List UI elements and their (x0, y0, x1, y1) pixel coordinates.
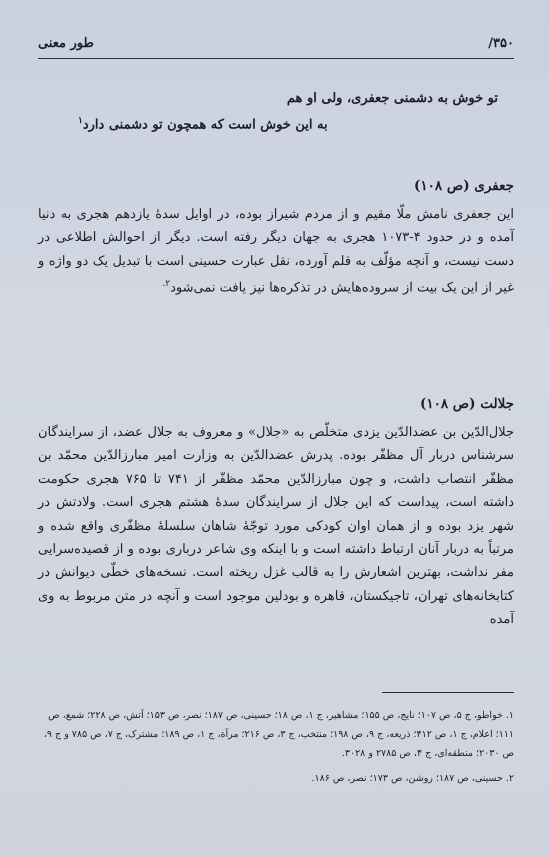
running-title: طور معنی (38, 36, 94, 51)
footnote-rule (382, 692, 514, 693)
entry-title-jalalat: جلالت (ص ۱۰۸) (419, 396, 514, 412)
verse-line-1: تو خوش به دشمنی جعفری، ولی او هم (286, 91, 498, 106)
verse-couplet (78, 88, 498, 136)
footnote-2: ۲. حسینی، ص ۱۸۷؛ روشن، ص ۱۷۳؛ نصر، ص ۱۸۶. (311, 773, 514, 784)
entry-text-jalalat: جلال‌الدّین بن عضدالدّین یزدی متخلّص به «جلال» و معروف به جلال عضد، از سرایندگان سرشناس دربار آل مظفّر بوده. پدرش عضدالدّین به وزارت امیر مبارزالدّین محمّد بن مظفّر انتصاب داشت، و چون مبارزالدّین محمّد مظفّر از ۷۴۱ تا ۷۶۵ هجری حکومت داشته است، پیداست که این جلال از سرایندگان سدهٔ هشتم هجری است. ولادتش در شهر یزد بوده و از همان اوان کودکی مورد توجّهٔ شاهان سلسلهٔ مظفّری واقع شده و مرتباً به دربار آنان ارتباط داشته است و با اینکه وی شاعر درباری بوده و از قصیده‌سرایی مفر نداشت، بهترین اشعارش را به قالب غزل ریخته است. نسخه‌های خطّی دیوانش در کتابخانه‌های تهران، تاجیکستان، قاهره و بودلین موجود است و آنچه در متن مربوط به وی آمده (38, 425, 514, 628)
entry-title-jafari: جعفری (ص ۱۰۸) (414, 178, 514, 194)
footnotes (38, 706, 514, 794)
footnote-1: ۱. خواطو، ج ۵، ص ۱۰۷؛ نایج، ص ۱۵۵؛ مشاهیر، ج ۱، ص ۱۸؛ حسینی، ص ۱۸۷؛ نصر، ص ۱۵۳؛ آتش، ص ۲۲۸؛ شمع، ص ۱۱۱؛ اعلام، ج ۱، ص ۴۱۲؛ ذریعه، ج ۹، ص ۱۹۸؛ منتخب، ج ۳، ص ۲۱۶؛ مرآة، ج ۱، ص ۱۸۹؛ مشترک، ج ۷، ص ۷۸۵ و ج ۹، ص ۲۰۳۰؛ منطقه‌ای، ج ۴، ص ۲۷۸۵ و ۳۰۲۸. (43, 710, 514, 759)
header-rule (38, 58, 514, 59)
verse-line-2: به این خوش است که همچون تو دشمنی دارد$^۱$ (78, 116, 328, 133)
running-head (38, 36, 514, 51)
footnote-ref: ۲. (162, 279, 171, 290)
entry-text-jafari: این جعفری نامش ملّا مقیم و از مردم شیراز بوده، در اوایل سدهٔ یازدهم هجری به دنیا آمده و در حدود ۴-۱۰۷۳ هجری به جهان دیگر رفته است. دیگر از احوالش اطلاعی در دست نیست، و آنچه مؤلّف به قلم آورده، نقل عبارت حسینی است با تبدیل یک دو واژه و غیر از این یک بیت از سروده‌هایش در تذکره‌ها نیز یافت نمی‌شود$^{۲.}$ (38, 207, 514, 296)
page-number: ۳۵۰/ (488, 36, 514, 51)
footnote-ref: ۱ (78, 116, 83, 126)
